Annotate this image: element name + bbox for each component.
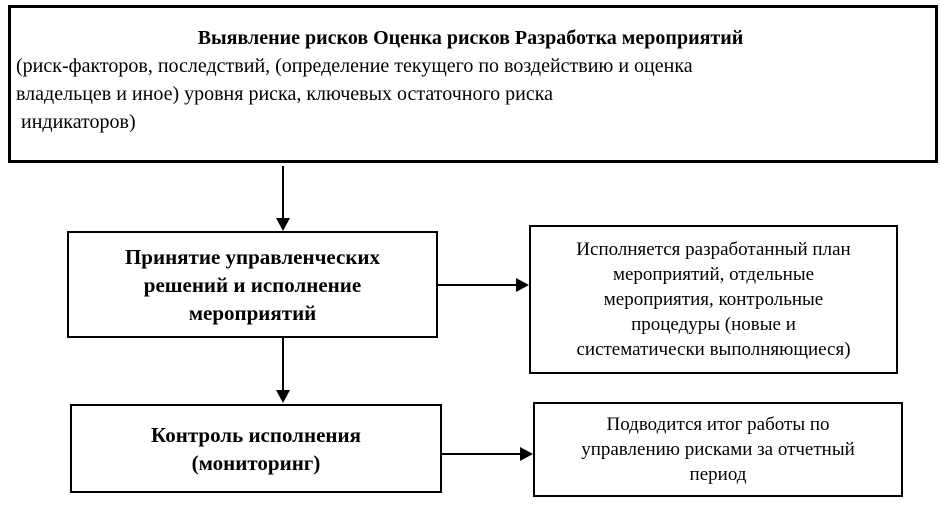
monitor-note-line: Подводится итог работы по (606, 414, 830, 435)
monitor-note-box (533, 402, 903, 497)
arrow-decision-to-control-head (276, 390, 290, 403)
stage-header-title: Выявление рисков Оценка рисков Разработка мероприятий (197, 27, 744, 49)
arrow-header-to-decision-line (282, 166, 284, 219)
arrow-decision-to-exec-line (438, 284, 518, 286)
exec-note-line: систематически выполняющиеся) (576, 339, 851, 360)
arrow-decision-to-exec-head (516, 278, 529, 292)
decision-box-line: решений и исполнение (143, 272, 362, 297)
exec-note-box (529, 225, 898, 374)
control-box (70, 404, 442, 493)
stage-header-line: индикаторов) (16, 111, 136, 133)
stage-header-line: владельцев и иное) уровня риска, ключевых остаточного риска (16, 83, 554, 105)
monitor-note-line: период (689, 464, 747, 485)
arrow-header-to-decision-head (276, 218, 290, 231)
arrow-control-to-monitor-line (442, 453, 522, 455)
control-box-line: Контроль исполнения (151, 422, 361, 447)
stage-header-box (8, 5, 938, 163)
arrow-decision-to-control-line (282, 338, 284, 391)
exec-note-line: Исполняется разработанный план (576, 239, 851, 260)
control-box-line: (мониторинг) (191, 450, 321, 475)
stage-header-line: (риск-факторов, последствий, (определение текущего по воздействию и оценка (16, 55, 693, 77)
exec-note-line: мероприятия, контрольные (603, 289, 824, 310)
decision-box-line: Принятие управленческих (124, 244, 381, 269)
monitor-note-line: управлению рисками за отчетный (581, 439, 855, 460)
decision-box (67, 231, 438, 338)
decision-box-line: мероприятий (188, 300, 317, 325)
arrow-control-to-monitor-head (520, 447, 533, 461)
exec-note-line: процедуры (новые и (631, 314, 796, 335)
exec-note-line: мероприятий, отдельные (612, 264, 815, 285)
